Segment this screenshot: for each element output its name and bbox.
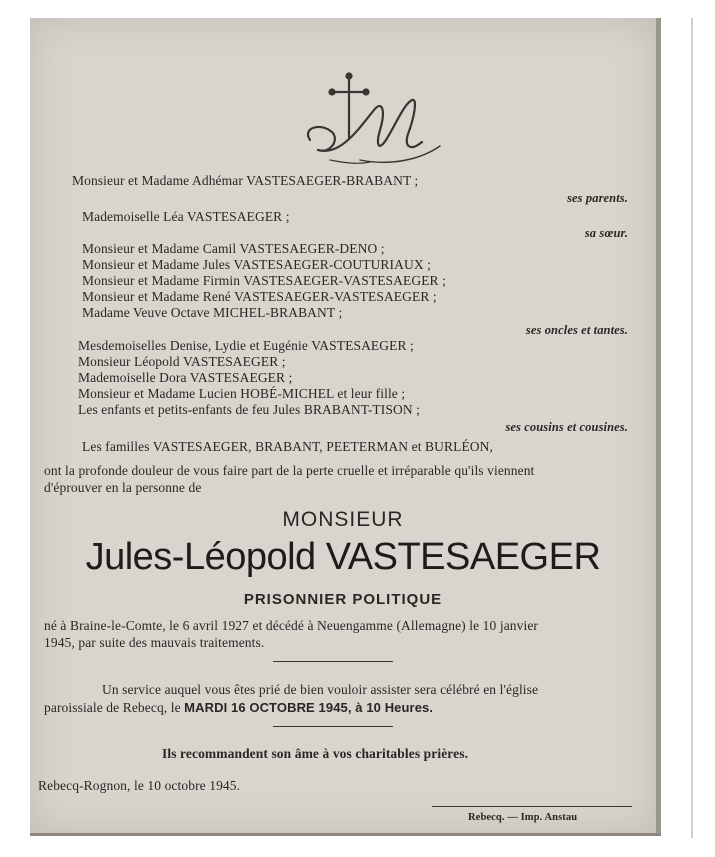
service-line: Un service auquel vous êtes prié de bien vouloir assister sera célébré en l'église: [102, 682, 539, 697]
birth-death-line: né à Braine-le-Comte, le 6 avril 1927 et décédé à Neuengamme (Allemagne) le 10 janvier: [44, 618, 539, 633]
divider: [273, 661, 393, 662]
sister-line: Mademoiselle Léa VASTESAEGER ;: [82, 209, 290, 224]
deceased-title: PRISONNIER POLITIQUE: [243, 591, 443, 608]
cousin-line: Mademoiselle Dora VASTESAEGER ;: [78, 370, 293, 385]
scan-edge: [691, 18, 693, 838]
sister-label: sa sœur.: [584, 226, 628, 240]
service-text: paroissiale de Rebecq, le: [44, 700, 185, 715]
printer-credit: Rebecq. — Imp. Anstau: [468, 812, 578, 823]
uncle-line: Monsieur et Madame René VASTESAEGER-VASTESAEGER ;: [82, 289, 437, 304]
sheet-edge: [30, 833, 661, 836]
divider: [273, 726, 393, 727]
birth-death-line: 1945, par suite des mauvais traitements.: [44, 635, 265, 650]
announcement-line: d'éprouver en la personne de: [44, 480, 202, 495]
deceased-name: Jules-Léopold VASTESAEGER: [85, 536, 601, 578]
cousin-line: Mesdemoiselles Denise, Lydie et Eugénie VASTESAEGER ;: [78, 338, 414, 353]
parents-line: Monsieur et Madame Adhémar VASTESAEGER-BRABANT ;: [72, 173, 419, 188]
service-line: [44, 700, 433, 716]
cousin-line: Monsieur et Madame Lucien HOBÉ-MICHEL et leur fille ;: [78, 386, 406, 401]
divider: [432, 806, 632, 807]
uncles-label: ses oncles et tantes.: [525, 323, 628, 337]
uncle-line: Madame Veuve Octave MICHEL-BRABANT ;: [82, 305, 343, 320]
recommendation-line: Ils recommandent son âme à vos charitables prières.: [162, 746, 469, 761]
uncle-line: Monsieur et Madame Camil VASTESAEGER-DENO ;: [82, 241, 385, 256]
families-line: Les familles VASTESAEGER, BRABANT, PEETERMAN et BURLÉON,: [82, 439, 493, 454]
uncle-line: Monsieur et Madame Jules VASTESAEGER-COUTURIAUX ;: [82, 257, 432, 272]
service-date: MARDI 16 OCTOBRE 1945, à 10 Heures.: [184, 700, 434, 715]
parents-label: ses parents.: [567, 191, 628, 205]
cousin-line: Monsieur Léopold VASTESAEGER ;: [78, 354, 286, 369]
uncle-line: Monsieur et Madame Firmin VASTESAEGER-VASTESAEGER ;: [82, 273, 446, 288]
cross-monogram-icon: [300, 70, 450, 170]
place-date: Rebecq-Rognon, le 10 octobre 1945.: [38, 778, 241, 793]
sheet-edge: [656, 18, 661, 833]
cousins-label: ses cousins et cousines.: [505, 420, 628, 434]
cousin-line: Les enfants et petits-enfants de feu Jules BRABANT-TISON ;: [78, 402, 420, 417]
memorial-card: [30, 18, 656, 833]
announcement-line: ont la profonde douleur de vous faire part de la perte cruelle et irréparable qu'ils viennent: [44, 463, 535, 478]
deceased-honorific: MONSIEUR: [282, 508, 404, 531]
